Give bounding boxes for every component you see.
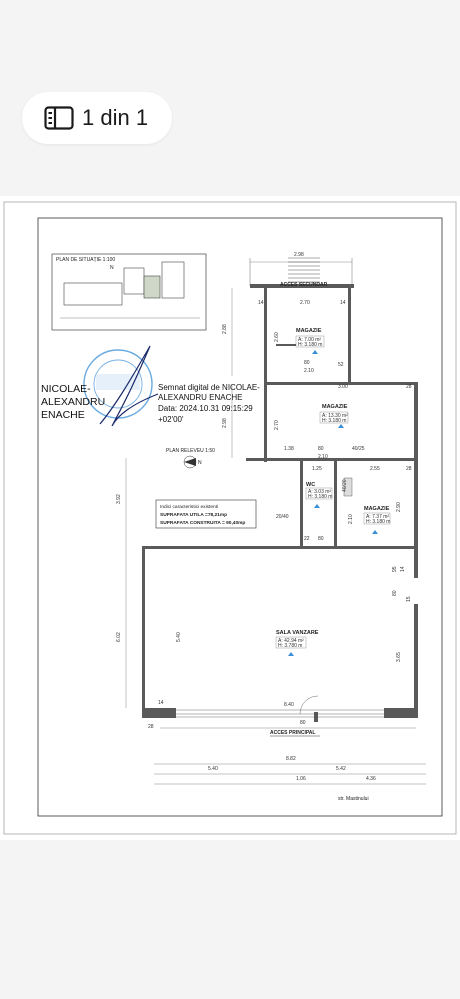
dim-inner-270: 2.70	[274, 420, 280, 430]
svg-text:N: N	[198, 460, 202, 466]
room-height: H: 3.180 m	[308, 494, 333, 500]
indici-box	[156, 500, 256, 528]
signer-name-line3: ENACHE	[41, 409, 85, 421]
site-plan-inset	[52, 254, 206, 330]
document-page[interactable]	[0, 196, 460, 840]
north-arrow-icon	[184, 456, 202, 468]
dim-80a: 80	[304, 360, 310, 366]
dim-255: 2.55	[370, 466, 380, 472]
digital-signature-line1: Semnat digital de NICOLAE-	[158, 383, 260, 392]
room-name: MAGAZIE	[322, 404, 348, 410]
digital-signature-line2: ALEXANDRU ENACHE	[158, 393, 243, 402]
dim-80d: 80	[300, 720, 306, 726]
dim-540b: 5.40	[208, 766, 218, 772]
indici-sc: SUPRAFATA CONSTRUITA = 90,40mp	[160, 521, 246, 526]
dim-210b: 2.10	[318, 454, 328, 460]
pages-icon	[44, 106, 74, 130]
room-area: A: 7.00 m²	[298, 337, 322, 343]
room-wc	[306, 482, 332, 500]
room-height: H: 3.180 m	[298, 342, 323, 348]
room-name: WC	[306, 482, 316, 488]
signer-name-line1: NICOLAE-	[41, 383, 91, 395]
page-indicator-label: 1 din 1	[82, 105, 149, 130]
room-area: A: 7.37 m²	[366, 514, 390, 520]
dim-80b: 80	[318, 446, 324, 452]
dim-882: 8.82	[286, 756, 296, 762]
dim-top-width: 2.98	[294, 252, 304, 258]
room-height: H: 3.180 m	[366, 519, 391, 525]
room-name: MAGAZIE	[296, 328, 322, 334]
room-area: A: 42.94 m²	[278, 638, 304, 644]
dim-80c: 80	[318, 536, 324, 542]
dim-300: 3.00	[338, 384, 348, 390]
indici-title: Indici caracteristici existenti	[160, 505, 219, 510]
room-height: H: 3.780 m	[278, 643, 303, 649]
dim-28b: 28	[406, 466, 412, 472]
dim-inner-540: 5.40	[176, 632, 182, 642]
dim-840: 8.40	[284, 702, 294, 708]
dim-left-288: 2.88	[222, 324, 228, 334]
dim-28a: 28	[406, 384, 412, 390]
dim-28c: 28	[148, 724, 154, 730]
dim-542: 5.42	[336, 766, 346, 772]
dim-2040: 20/40	[276, 514, 289, 520]
dim-wall-14b: 14	[340, 300, 346, 306]
dim-436: 4.36	[366, 776, 376, 782]
site-plan-label: PLAN DE SITUAȚIE 1:100	[56, 257, 116, 263]
dim-80e: 80	[392, 590, 398, 596]
plan-releveu-label: PLAN RELEVEU 1:50	[166, 448, 215, 454]
dim-52: 52	[338, 362, 344, 368]
floor-plan-drawing	[0, 196, 460, 840]
room-magazie-2	[320, 404, 348, 424]
dim-4025: 40/25	[352, 446, 365, 452]
dim-inner-260: 2.60	[274, 332, 280, 342]
dim-14c: 14	[158, 700, 164, 706]
dim-365: 3.65	[396, 652, 402, 662]
dim-290: 2.90	[396, 502, 402, 512]
indici-su: SUPRAFATA UTILA =78,21mp	[160, 513, 228, 518]
stairs	[288, 258, 320, 282]
dim-14d: 14	[400, 566, 406, 572]
acces-principal-label: ACCES PRINCIPAL	[270, 730, 316, 736]
dim-22: 22	[304, 536, 310, 542]
dim-4020: 40/20	[342, 479, 348, 492]
digital-signature-line3: Data: 2024.10.31 09:15:29	[158, 404, 253, 413]
room-area: A: 3.03 m²	[308, 489, 332, 495]
dim-left-602: 6.02	[116, 632, 122, 642]
dim-wall-14a: 14	[258, 300, 264, 306]
dim-top-inner: 2.70	[300, 300, 310, 306]
dim-138: 1.38	[284, 446, 294, 452]
room-magazie-1	[296, 328, 324, 348]
dim-125: 1.25	[312, 466, 322, 472]
room-height: H: 3.180 m	[322, 418, 347, 424]
street-label: str. Mastinului	[338, 796, 369, 802]
dim-left-298: 2.98	[222, 418, 228, 428]
room-name: SALA VANZARE	[276, 630, 319, 636]
room-sala-vanzare	[276, 630, 319, 649]
dim-210a: 2.10	[304, 368, 314, 374]
dim-left-392: 3.92	[116, 494, 122, 504]
dim-95: 95	[392, 566, 398, 572]
acces-secundar-label: ACCES SECUNDAR	[280, 282, 328, 288]
room-magazie-3	[364, 506, 390, 525]
digital-signature-line4: +02'00'	[158, 415, 184, 424]
dim-106: 1.06	[296, 776, 306, 782]
dim-210c: 2.10	[348, 514, 354, 524]
svg-text:N: N	[110, 265, 114, 271]
signer-name-line2: ALEXANDRU	[41, 396, 106, 408]
page-indicator[interactable]	[22, 92, 172, 144]
room-area: A: 13.30 m²	[322, 413, 348, 419]
room-name: MAGAZIE	[364, 506, 390, 512]
dim-15: 15	[406, 596, 412, 602]
